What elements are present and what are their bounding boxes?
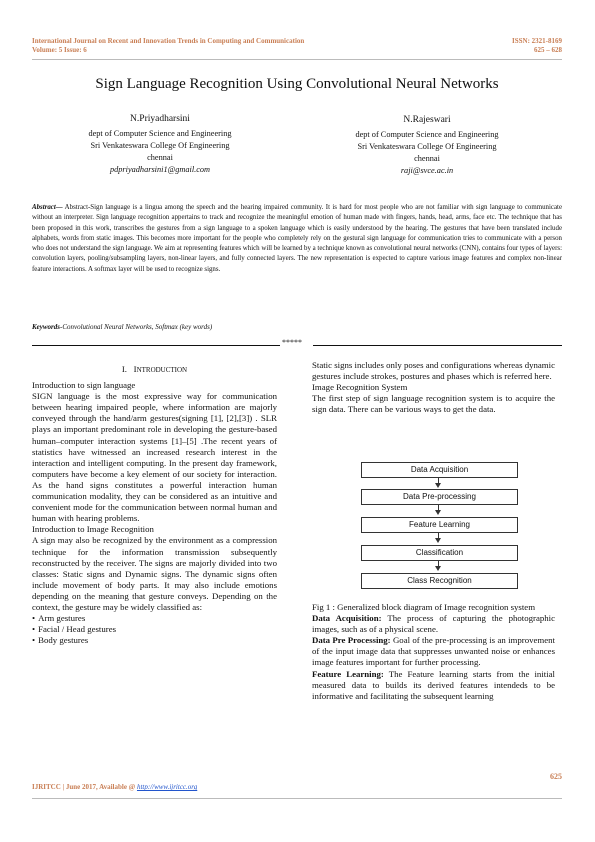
section-title-initial: I xyxy=(133,364,137,374)
journal-issn-block xyxy=(512,37,562,55)
footer-citation xyxy=(32,783,197,791)
footer-text: IJRITCC | June 2017, Available @ xyxy=(32,783,137,791)
author-college: Sri Venkateswara College Of Engineering xyxy=(90,141,230,150)
author-name: N.Rajeswari xyxy=(403,115,451,125)
section-heading-introduction xyxy=(32,364,277,376)
diagram-box-classification: Classification xyxy=(361,545,518,561)
diagram-box-class-recognition: Class Recognition xyxy=(361,573,518,589)
journal-name: International Journal on Recent and Innovation Trends in Computing and Communication xyxy=(32,37,305,45)
paragraph-signs: A sign may also be recognized by the environment as a compression technique for the information transmission subsequently reconstructed by the receiver. The signs are majorly divided into two classes: Static signs and Dynamic signs. The dynamic signs often include movement of body parts. It may also include emotions depending on the meaning that gesture conveys. Depending on the context, the gesture may be widely classified as: xyxy=(32,535,277,612)
page-number: 625 xyxy=(550,772,562,781)
definition-term: Data Pre Processing: xyxy=(312,635,391,646)
separator-line-left xyxy=(32,345,280,346)
separator-stars: ***** xyxy=(282,338,302,347)
keywords xyxy=(32,323,212,331)
author-email: pdpriyadharsini1@gmail.com xyxy=(109,165,211,174)
author-dept: dept of Computer Science and Engineering xyxy=(88,129,232,138)
definition-data-acquisition xyxy=(312,613,555,635)
subheading-sign-language: Introduction to sign language xyxy=(32,380,136,391)
author-1 xyxy=(55,113,265,176)
section-title-rest: NTRODUCTION xyxy=(136,366,188,374)
gesture-list xyxy=(32,613,277,646)
paragraph-first-step: The first step of sign language recognition system is to acquire the sign data. There can be various ways to get the data. xyxy=(312,393,555,415)
diagram-box-data-acquisition: Data Acquisition xyxy=(361,462,518,478)
diagram-box-pre-processing: Data Pre-processing xyxy=(361,489,518,505)
journal-volume: Volume: 5 Issue: 6 xyxy=(32,46,87,54)
arrow-head xyxy=(435,566,441,571)
definition-data-pre-processing xyxy=(312,635,555,668)
definition-text: The process of capturing the photographic images, such as of a physical scene. xyxy=(312,613,555,635)
paper-title: Sign Language Recognition Using Convolutional Neural Networks xyxy=(95,76,499,92)
author-name: N.Priyadharsini xyxy=(130,114,190,124)
list-item: • Arm gestures xyxy=(32,613,277,624)
author-dept: dept of Computer Science and Engineering xyxy=(355,130,499,139)
abstract-text: Abstract-Sign language is a lingua among the speech and the hearing impaired community. It is hard for most people who are not familiar with sign language to communicate without an interpreter. Sign language recognition appertains to track and recognize the meaningful emotion of human made with fingers, hands, head, arms, face etc. The technique that has been proposed in this work, transcribes the gestures from a sign language to a spoken language which is easily understood by the hearing. The gestures that have been translated include alphabets, words from static images. This becomes more important for the people who completely rely on the gestural sign language for communication tries to communicate with a person who does not understand the sign language. We aim at representing features which will be learned by a technique known as convolutional neural networks (CNN), contains four types of layers: convolution layers, pooling/subsampling layers, non-linear layers, and fully connected layers. The new representation is expected to capture various image features and complex non-linear feature interactions. A softmax layer will be used to recognize signs. xyxy=(32,204,562,273)
issn: ISSN: 2321-8169 xyxy=(512,37,562,45)
right-column-bottom xyxy=(312,602,555,702)
list-item: • Facial / Head gestures xyxy=(32,624,277,635)
arrow-head xyxy=(435,538,441,543)
list-item: • Body gestures xyxy=(32,635,277,646)
definition-feature-learning xyxy=(312,669,555,702)
keywords-label: Keywords xyxy=(32,323,60,331)
author-college: Sri Venkateswara College Of Engineering xyxy=(357,142,497,151)
definition-text: Goal of the pre-processing is an improvement of the input image data that suppresses unwanted noise or enhances image features important for further processing. xyxy=(312,635,555,668)
separator-line-right xyxy=(313,345,562,346)
left-column xyxy=(32,364,277,646)
figure-caption: Fig 1 : Generalized block diagram of Image recognition system xyxy=(312,602,536,612)
abstract xyxy=(32,203,562,275)
section-number: I. xyxy=(121,364,128,374)
author-2 xyxy=(322,114,532,177)
diagram-box-feature-learning: Feature Learning xyxy=(361,517,518,533)
page-range: 625 – 628 xyxy=(534,46,562,54)
author-city: chennai xyxy=(147,153,173,162)
arrow-head xyxy=(435,510,441,515)
definition-term: Feature Learning: xyxy=(312,668,384,679)
arrow-head xyxy=(435,483,441,488)
paragraph-intro: SIGN language is the most expressive way for communication between hearing impaired people, where information are majorly conveyed through the hand/arm gestures(signing [1], [2],[3]) . SLR plays an important predominant role in developing the gesture-based human–computer interaction systems [1]–[5] .The recent years of statistics have witnessed an increased research interest in the interaction and intelligent computing. In the present day framework, computers have become a key element of our society for interaction. As the hand signs constitutes a powerful interaction human communication modality, they can be considered as an intuitive and convenient mode for the communication between normal human and human with hearing problems. xyxy=(32,391,277,524)
subheading-recognition-system: Image Recognition System xyxy=(312,382,408,393)
paragraph-static-signs: Static signs includes only poses and configurations whereas dynamic gestures include strokes, postures and phases which is referred here. xyxy=(312,360,555,382)
keywords-text: -Convolutional Neural Networks, Softmax (key words) xyxy=(60,323,213,331)
definition-term: Data Acquisition: xyxy=(312,613,382,624)
header-rule xyxy=(32,59,562,60)
author-city: chennai xyxy=(414,154,440,163)
subheading-image-recognition: Introduction to Image Recognition xyxy=(32,524,154,535)
journal-header xyxy=(32,37,304,55)
definition-text: The Feature learning starts from the initial measured data to builds its derived features intendeds to be informative and facilitating the subsequent learning xyxy=(312,668,555,701)
right-column-top xyxy=(312,360,555,415)
author-email: raji@svce.ac.in xyxy=(400,166,454,175)
footer-rule xyxy=(32,798,562,799)
abstract-label: Abstract— xyxy=(32,204,63,211)
footer-link[interactable]: http://www.ijritcc.org xyxy=(136,783,198,791)
